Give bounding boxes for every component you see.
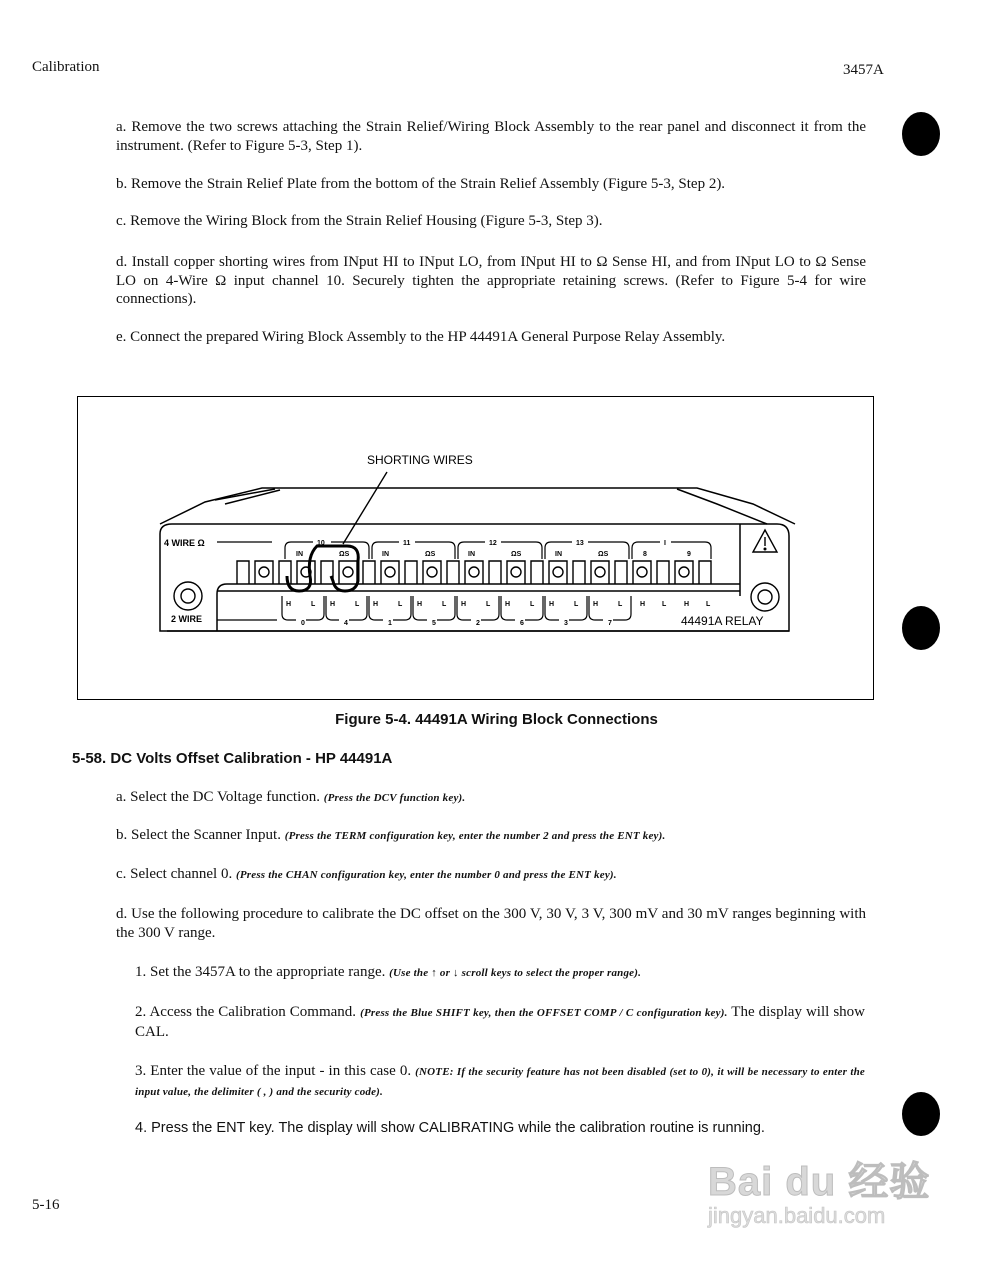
figure-5-4 — [77, 396, 874, 700]
channel-12-label: 12 — [489, 540, 497, 547]
substep-4 — [135, 1119, 865, 1138]
wiring-block-diagram — [77, 396, 874, 700]
substep-label: 2. — [135, 1004, 147, 1020]
terminal-h: H — [505, 601, 511, 608]
substep-2 — [135, 1003, 865, 1041]
terminal-l: L — [662, 601, 667, 608]
step-text: Remove the two screws attaching the Strain Relief/Wiring Block Assembly to the rear panel and disconnect it from the instrument. (Refer to Figure 5-3, Step 1). — [116, 119, 867, 154]
substep-label: 4. — [135, 1120, 148, 1136]
channel-10-label: 10 — [317, 540, 325, 547]
sub-os: ΩS — [598, 551, 609, 558]
channel-0-label: 0 — [301, 620, 305, 627]
section-step-b — [116, 826, 866, 846]
channel-7-label: 7 — [608, 620, 612, 627]
terminal-l: L — [618, 601, 623, 608]
terminal-h: H — [593, 601, 599, 608]
running-header-model: 3457A — [843, 62, 884, 78]
substep-label: 3. — [135, 1063, 147, 1079]
step-note: (Press the TERM configuration key, enter the number 2 and press the ENT key). — [284, 830, 666, 842]
step-text: Remove the Strain Relief Plate from the bottom of the Strain Relief Assembly (Figure 5-3, Step 2). — [131, 176, 726, 192]
terminal-h: H — [461, 601, 467, 608]
terminal-l: L — [530, 601, 535, 608]
step-label: a. — [116, 789, 127, 805]
step-text: Select channel 0. — [130, 866, 233, 882]
terminal-h: H — [417, 601, 423, 608]
step-label: c. — [116, 866, 127, 882]
margin-change-marker — [902, 606, 940, 650]
sub-os: ΩS — [339, 551, 350, 558]
margin-change-marker — [902, 1092, 940, 1136]
step-label: b. — [116, 827, 128, 843]
substep-text: Set the 3457A to the appropriate range. — [150, 964, 386, 980]
step-b — [116, 175, 866, 194]
substep-note: (NOTE: If the security feature has not been disabled (set to 0), it will be necessary to enter the input value, the delimiter ( , ) and the security code). — [135, 1066, 866, 1098]
terminal-h: H — [286, 601, 292, 608]
substep-text: Access the Calibration Command. — [149, 1004, 357, 1020]
step-text: Select the Scanner Input. — [131, 827, 281, 843]
label-2wire: 2 WIRE — [171, 614, 203, 624]
step-label: d. — [116, 906, 128, 922]
channel-11-label: 11 — [403, 540, 411, 547]
substep-note: (Press the Blue SHIFT key, then the OFFSET COMP / C configuration key). — [360, 1007, 728, 1019]
terminal-h: H — [684, 601, 690, 608]
channel-6-label: 6 — [520, 620, 524, 627]
sub-os: ΩS — [511, 551, 522, 558]
terminal-l: L — [442, 601, 447, 608]
step-note: (Press the DCV function key). — [323, 792, 466, 804]
step-c — [116, 212, 866, 231]
terminal-l: L — [398, 601, 403, 608]
baidu-watermark — [708, 1150, 930, 1229]
substep-3 — [135, 1062, 865, 1101]
substep-text: Enter the value of the input - in this case 0. — [150, 1063, 412, 1079]
channel-2-label: 2 — [476, 620, 480, 627]
sub-in: IN — [296, 551, 303, 558]
page-number: 5-16 — [32, 1197, 60, 1213]
step-label: c. — [116, 213, 127, 229]
channel-1-label: 1 — [388, 620, 392, 627]
device-label: 44491A RELAY — [681, 614, 764, 628]
channel-i-label: I — [664, 540, 666, 547]
step-text: Use the following procedure to calibrate the DC offset on the 300 V, 30 V, 3 V, 300 mV and 30 mV ranges beginning with the 300 V range. — [116, 906, 867, 941]
substep-after: The display will show CAL. — [135, 1004, 865, 1040]
margin-change-marker — [902, 112, 940, 156]
terminal-l: L — [355, 601, 360, 608]
jack-right — [751, 583, 779, 611]
step-label: b. — [116, 176, 128, 192]
substep-1 — [135, 963, 865, 983]
terminal-h: H — [549, 601, 555, 608]
substep-text: Press the ENT key. The display will show CALIBRATING while the calibration routine is running. — [151, 1120, 765, 1136]
figure-caption: Figure 5-4. 44491A Wiring Block Connections — [335, 711, 658, 728]
sub-in: IN — [468, 551, 475, 558]
callout-shorting-wires: SHORTING WIRES — [367, 453, 473, 467]
terminal-h: H — [330, 601, 336, 608]
jack-left — [174, 582, 202, 610]
step-text: Remove the Wiring Block from the Strain Relief Housing (Figure 5-3, Step 3). — [130, 213, 603, 229]
channel-13-label: 13 — [576, 540, 584, 547]
step-note: (Press the CHAN configuration key, enter the number 0 and press the ENT key). — [235, 869, 617, 881]
terminal-l: L — [311, 601, 316, 608]
sub-in: IN — [382, 551, 389, 558]
running-header-section: Calibration — [32, 59, 100, 75]
terminal-h: H — [640, 601, 646, 608]
sub-8: 8 — [643, 551, 647, 558]
terminal-l: L — [486, 601, 491, 608]
sub-os: ΩS — [425, 551, 436, 558]
section-step-d — [116, 905, 866, 942]
step-label: d. — [116, 254, 128, 270]
terminal-l: L — [574, 601, 579, 608]
terminal-l: L — [706, 601, 711, 608]
channel-5-label: 5 — [432, 620, 436, 627]
step-label: a. — [116, 119, 127, 135]
sub-9: 9 — [687, 551, 691, 558]
section-step-a — [116, 788, 866, 808]
substep-label: 1. — [135, 964, 147, 980]
substep-note: (Use the ↑ or ↓ scroll keys to select the proper range). — [389, 967, 642, 979]
terminal-h: H — [373, 601, 379, 608]
step-e — [116, 328, 866, 347]
step-text: Select the DC Voltage function. — [130, 789, 321, 805]
channel-4-label: 4 — [344, 620, 348, 627]
label-4wire: 4 WIRE Ω — [164, 538, 205, 548]
step-text: Connect the prepared Wiring Block Assembly to the HP 44491A General Purpose Relay Assembly. — [130, 329, 726, 345]
step-label: e. — [116, 329, 127, 345]
channel-3-label: 3 — [564, 620, 568, 627]
section-step-c — [116, 865, 866, 885]
step-text: Install copper shorting wires from INput HI to INput LO, from INput HI to Ω Sense HI, and from INput LO to Ω Sense LO on 4-Wire Ω input channel 10. Securely tighten the appropriate retaining screws. (Refer to Figure 5-4 for wire connections). — [116, 254, 866, 307]
step-a — [116, 118, 866, 155]
sub-in: IN — [555, 551, 562, 558]
step-d — [116, 253, 866, 309]
section-title: 5-58. DC Volts Offset Calibration - HP 44491A — [72, 750, 393, 767]
watermark-url: jingyan.baidu.com — [708, 1203, 886, 1228]
watermark-logo: Bai du 经验 — [708, 1160, 931, 1204]
